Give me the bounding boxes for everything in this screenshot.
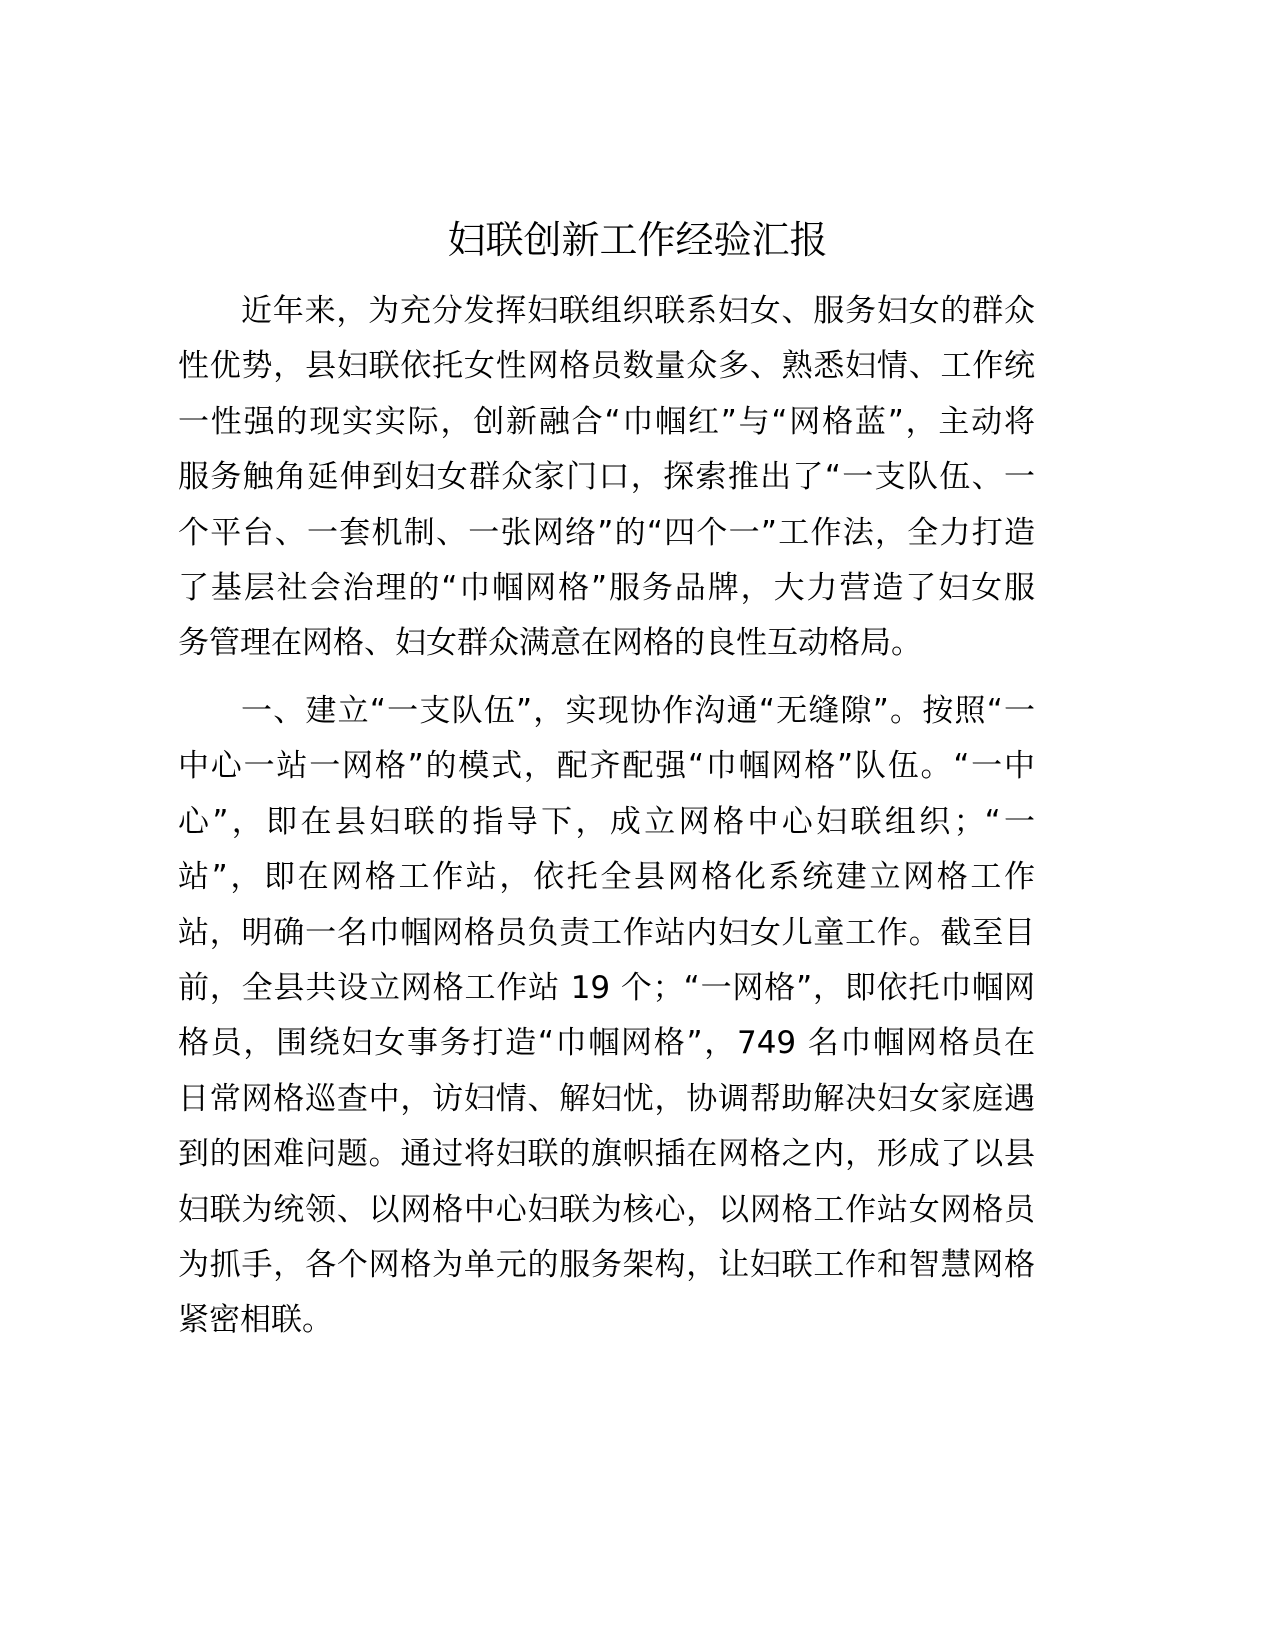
text-line: 前，全县共设立网格工作站 19 个；“一网格”，即依托巾帼网: [178, 969, 1035, 1006]
paragraph-section-one: [178, 684, 1035, 1349]
text-line: 站，明确一名巾帼网格员负责工作站内妇女儿童工作。截至目: [178, 914, 1035, 951]
text-line: 了基层社会治理的“巾帼网格”服务品牌，大力营造了妇女服: [178, 569, 1035, 606]
text-line: 性优势，县妇联依托女性网格员数量众多、熟悉妇情、工作统: [178, 348, 1035, 385]
text-line: 妇联为统领、以网格中心妇联为核心，以网格工作站女网格员: [178, 1191, 1035, 1228]
text-line: 个平台、一套机制、一张网络”的“四个一”工作法，全力打造: [178, 514, 1035, 551]
text-line: 紧密相联。: [178, 1302, 333, 1339]
text-line: 一、建立“一支队伍”，实现协作沟通“无缝隙”。按照“一: [241, 693, 1035, 729]
text-line: 一性强的现实实际，创新融合“巾帼红”与“网格蓝”，主动将: [178, 403, 1035, 440]
text-line: 日常网格巡查中，访妇情、解妇忧，协调帮助解决妇女家庭遇: [178, 1080, 1035, 1117]
text-line: 中心一站一网格”的模式，配齐配强“巾帼网格”队伍。“一中: [178, 748, 1035, 785]
text-line: 心”，即在县妇联的指导下，成立网格中心妇联组织；“一: [178, 803, 1035, 840]
text-line: 务管理在网格、妇女群众满意在网格的良性互动格局。: [178, 625, 922, 662]
text-line: 近年来，为充分发挥妇联组织联系妇女、服务妇女的群众: [241, 293, 1035, 329]
text-line: 站”，即在网格工作站，依托全县网格化系统建立网格工作: [178, 859, 1035, 896]
text-line: 服务触角延伸到妇女群众家门口，探索推出了“一支队伍、一: [178, 459, 1035, 496]
document-title: 妇联创新工作经验汇报: [447, 218, 828, 262]
text-line: 格员，围绕妇女事务打造“巾帼网格”，749 名巾帼网格员在: [178, 1025, 1035, 1062]
text-line: 为抓手，各个网格为单元的服务架构，让妇联工作和智慧网格: [178, 1246, 1035, 1283]
paragraph-intro: [178, 284, 1035, 672]
text-line: 到的困难问题。通过将妇联的旗帜插在网格之内，形成了以县: [178, 1136, 1035, 1173]
